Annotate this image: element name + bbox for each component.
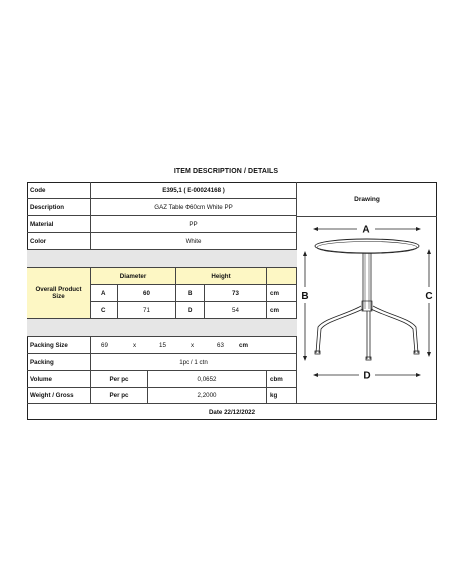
- dimension-a: [313, 225, 421, 236]
- row-size-ab: [91, 285, 297, 302]
- sheet-title: ITEM DESCRIPTION / DETAILS: [173, 168, 279, 175]
- date-row: Date 22/12/2022: [27, 403, 437, 420]
- row-volume: [27, 371, 297, 388]
- table-drawing: [297, 217, 437, 403]
- code-value: E395,1 ( E-00024168 ): [91, 182, 297, 198]
- dimension-b: [301, 251, 308, 361]
- packing-width: 15: [159, 341, 166, 349]
- size-header-blank: [267, 268, 297, 284]
- weight-value: 2,2000: [148, 388, 267, 403]
- weight-unit: kg: [267, 388, 297, 403]
- packing-length: 69: [101, 341, 108, 349]
- volume-value: 0,0652: [148, 371, 267, 387]
- packing-size-values: [91, 337, 297, 353]
- value-a: 60: [118, 285, 176, 301]
- overall-size-label-line2: Size: [52, 293, 65, 300]
- color-value: White: [91, 233, 297, 249]
- color-label: Color: [27, 233, 91, 249]
- label-b: B: [301, 291, 309, 302]
- table-top: [315, 239, 419, 254]
- row-packing: [27, 354, 297, 371]
- description-value: GAZ Table Φ60cm White PP: [91, 199, 297, 215]
- row-weight: [27, 388, 297, 403]
- weight-per: Per pc: [91, 388, 148, 403]
- packing-label: Packing: [27, 354, 91, 370]
- unit-cd: cm: [267, 302, 297, 318]
- material-label: Material: [27, 216, 91, 232]
- row-material: [27, 216, 297, 233]
- row-description: [27, 199, 297, 216]
- weight-label: Weight / Gross: [27, 388, 91, 403]
- drawing-header: Drawing: [297, 182, 437, 217]
- key-a: A: [91, 285, 118, 301]
- key-b: B: [176, 285, 205, 301]
- description-label: Description: [27, 199, 91, 215]
- dimension-d: [313, 371, 421, 382]
- material-value: PP: [91, 216, 297, 232]
- row-size-headers: [91, 268, 297, 285]
- spacer-row-1: [27, 250, 297, 268]
- label-d: D: [363, 370, 371, 382]
- row-packing-size: [27, 337, 297, 354]
- volume-per: Per pc: [91, 371, 148, 387]
- overall-size-label-line1: Overall Product: [35, 286, 82, 293]
- packing-x1: x: [133, 341, 137, 349]
- value-d: 54: [205, 302, 267, 318]
- row-code: [27, 182, 297, 199]
- row-color: [27, 233, 297, 250]
- value-c: 71: [118, 302, 176, 318]
- packing-height: 63: [217, 341, 224, 349]
- diameter-header: Diameter: [91, 268, 176, 284]
- table-column: [362, 253, 372, 359]
- height-header: Height: [176, 268, 267, 284]
- volume-label: Volume: [27, 371, 91, 387]
- packing-value: 1pc / 1 ctn: [91, 354, 297, 370]
- packing-x2: x: [191, 341, 195, 349]
- label-c: C: [425, 291, 433, 302]
- volume-unit: cbm: [267, 371, 297, 387]
- value-b: 73: [205, 285, 267, 301]
- code-label: Code: [27, 182, 91, 198]
- packing-size-label: Packing Size: [27, 337, 91, 353]
- packing-size-unit: cm: [239, 341, 248, 349]
- dimension-c: [425, 249, 432, 357]
- row-size-cd: [91, 302, 297, 319]
- key-c: C: [91, 302, 118, 318]
- spacer-row-2: [27, 319, 297, 337]
- label-a: A: [362, 224, 370, 236]
- unit-ab: cm: [267, 285, 297, 301]
- overall-size-label: [27, 268, 91, 319]
- key-d: D: [176, 302, 205, 318]
